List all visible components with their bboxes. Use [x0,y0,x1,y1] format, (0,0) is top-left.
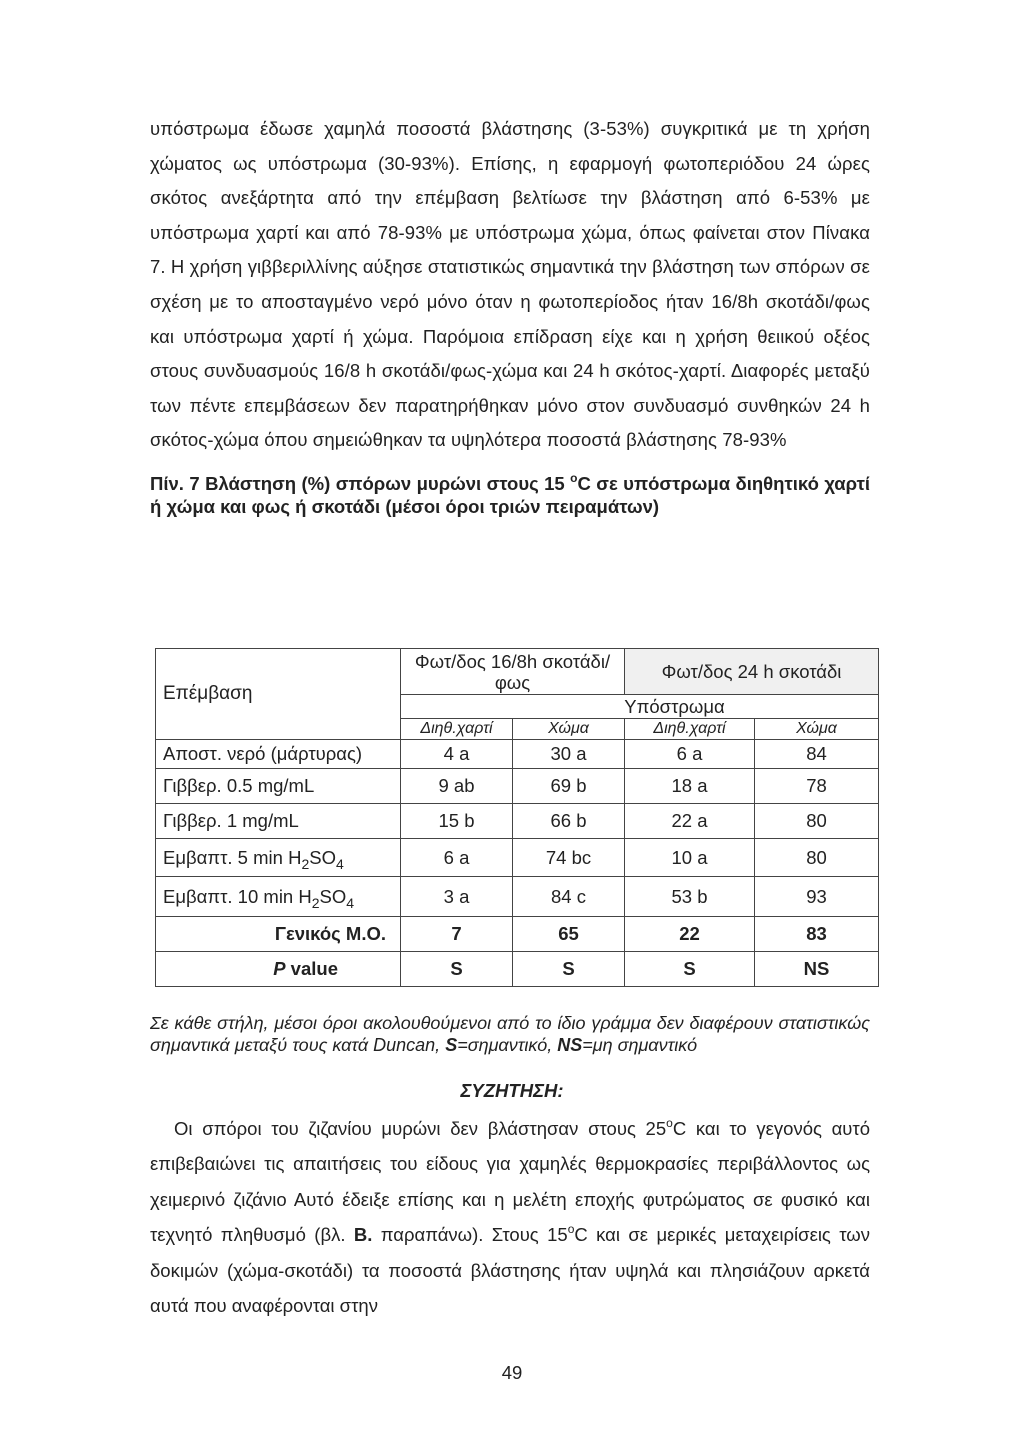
column-header: Χώμα [513,719,625,740]
row-label: Εμβαπτ. 5 $\min H_2SO_4$ [156,839,401,877]
table-row [156,804,879,839]
cell: 15 b [401,804,513,839]
row-label: Γιββερ. 0.5 mg/mL [156,769,401,804]
cell: 84 [755,740,879,769]
cell: 18 a [625,769,755,804]
cell: 3 a [401,877,513,917]
cell: 22 [625,917,755,952]
cell: S [513,952,625,987]
cell: 53 b [625,877,755,917]
column-header: Διηθ.χαρτί [625,719,755,740]
cell: 10 a [625,839,755,877]
table-row [156,769,879,804]
section-title: ΣΥΖΗΤΗΣΗ: [460,1080,564,1101]
mean-row [156,917,879,952]
cell: 4 a [401,740,513,769]
substrate-header: Υπόστρωμα [401,695,879,719]
cell: 69 b [513,769,625,804]
pvalue-row [156,952,879,987]
cell: 74 bc [513,839,625,877]
column-header: Διηθ.χαρτί [401,719,513,740]
cell: 83 [755,917,879,952]
row-label: Αποστ. νερό (μάρτυρας) [156,740,401,769]
cell: 7 [401,917,513,952]
photoperiod-16-8-header: Φωτ/δος 16/8h σκοτάδι/φως [401,649,625,695]
cell: NS [755,952,879,987]
paragraph-results: υπόστρωμα έδωσε χαμηλά ποσοστά βλάστησης (3-53%) συγκριτικά με τη χρήση χώματος ως υπόστρωμα (30-93%). Επίσης, η εφαρμογή φωτοπεριόδου 24 ώρες σκότος ανεξάρτητα από την επέμβαση βελτίωσε την βλάστηση από 6-53% με υπόστρωμα χαρτί και από 78-93% με υπόστρωμα χώμα, όπως φαίνεται στον Πίνακα 7. Η χρήση γιββεριλλίνης αύξησε στατιστικώς σημαντικά την βλάστηση των σπόρων σε σχέση με το αποσταγμένο νερό μόνο όταν η φωτοπερίοδος ήταν 16/8h σκοτάδι/φως και υπόστρωμα χαρτί ή χώμα. Παρόμοια επίδραση είχε και η χρήση θειικού οξέος στους συνδυασμούς 16/8 h σκοτάδι/φως-χώμα και 24 h σκότος-χαρτί. Διαφορές μεταξύ των πέντε επεμβάσεων δεν παρατηρήθηκαν μόνο στον συνδυασμό συνθηκών 24 h σκότος-χώμα όπου σημειώθηκαν τα υψηλότερα ποσοστά βλάστησης 78-93% [150,118,870,451]
row-label: P value [156,952,401,987]
table-row [156,877,879,917]
row-label: Εμβαπτ. 10 $\min H_2SO_4$ [156,877,401,917]
cell: S [625,952,755,987]
paragraph-discussion: Οι σπόροι του ζιζανίου μυρώνι δεν βλάστησαν στους 25$^o$C και το γεγονός αυτό επιβεβαιώνει τις απαιτήσεις του είδους για χαμηλές θερμοκρασίες περιβάλλοντος ως χειμερινό ζιζάνιο Αυτό έδειξε επίσης και η μελέτη εποχής φυτρώματος σε φυσικό και τεχνητό πληθυσμό (βλ. Β. παραπάνω). Στους 15$^o$C και σε μερικές μεταχειρίσεις των δοκιμών (χώμα-σκοτάδι) τα ποσοστά βλάστησης ήταν υψηλά και πλησιάζουν αρκετά αυτά που αναφέρονται στην [150,1116,870,1317]
column-header: Χώμα [755,719,879,740]
treatment-header: Επέμβαση [156,649,401,740]
cell: 84 c [513,877,625,917]
cell: S [401,952,513,987]
table-row [156,740,879,769]
cell: 6 a [401,839,513,877]
row-label: Γενικός Μ.Ο. [156,917,401,952]
germination-table [155,648,879,987]
cell: 66 b [513,804,625,839]
cell: 80 [755,839,879,877]
cell: 78 [755,769,879,804]
photoperiod-24-header: Φωτ/δος 24 h σκοτάδι [625,649,879,695]
cell: 65 [513,917,625,952]
page-number: 49 [501,1362,523,1383]
cell: 22 a [625,804,755,839]
cell: 6 a [625,740,755,769]
table-caption: Πίν. 7 Βλάστηση (%) σπόρων μυρώνι στους 15 $^o$C σε υπόστρωμα διηθητικό χαρτί ή χώμα και φως ή σκοτάδι (μέσοι όροι τριών πειραμάτων) [150,470,870,517]
table-row [156,839,879,877]
cell: 93 [755,877,879,917]
cell: 9 ab [401,769,513,804]
cell: 30 a [513,740,625,769]
page-body [150,112,870,518]
table-note: Σε κάθε στήλη, μέσοι όροι ακολουθούμενοι από το ίδιο γράμμα δεν διαφέρουν στατιστικώς σημαντικά μεταξύ τους κατά Duncan, S=σημαντικό, NS=μη σημαντικό [150,1013,870,1055]
cell: 80 [755,804,879,839]
row-label: Γιββερ. 1 mg/mL [156,804,401,839]
